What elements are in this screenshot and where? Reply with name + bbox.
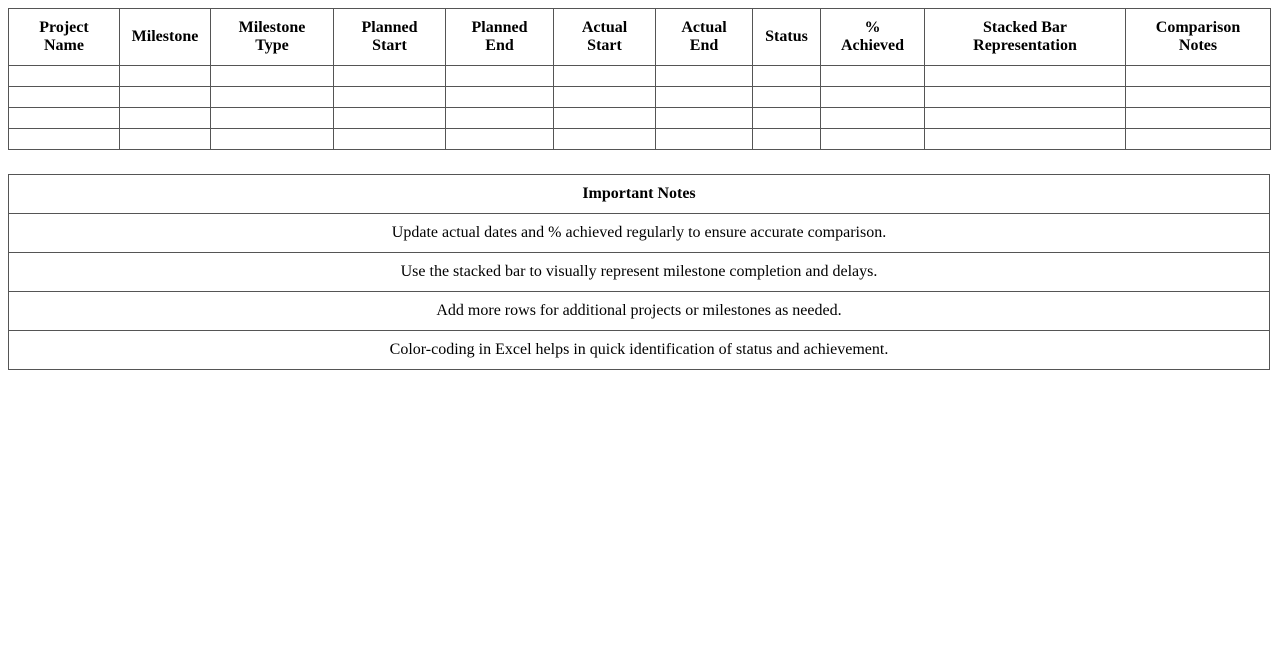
column-header-project-name	[9, 9, 120, 66]
table-cell[interactable]	[821, 66, 925, 87]
tracker-body	[9, 66, 1271, 150]
table-cell[interactable]	[821, 87, 925, 108]
table-cell[interactable]	[211, 108, 334, 129]
table-cell[interactable]	[656, 87, 753, 108]
note-row	[9, 253, 1270, 292]
header-text: Milestone	[131, 28, 199, 45]
table-cell[interactable]	[9, 108, 120, 129]
table-cell[interactable]	[821, 129, 925, 150]
note-text: Color-coding in Excel helps in quick identification of status and achievement.	[9, 331, 1270, 370]
header-text: Name	[44, 37, 84, 54]
header-text: Start	[372, 37, 407, 54]
header-text: Planned	[471, 19, 528, 36]
table-cell[interactable]	[1126, 129, 1271, 150]
table-cell[interactable]	[446, 108, 554, 129]
header-text: Milestone	[238, 19, 306, 36]
table-cell[interactable]	[334, 87, 446, 108]
table-cell[interactable]	[1126, 108, 1271, 129]
table-cell[interactable]	[446, 129, 554, 150]
table-row	[9, 66, 1271, 87]
column-header-percent-achieved	[821, 9, 925, 66]
table-cell[interactable]	[334, 129, 446, 150]
column-header-comparison-notes	[1126, 9, 1271, 66]
column-header-stacked-bar	[925, 9, 1126, 66]
note-text: Add more rows for additional projects or milestones as needed.	[9, 292, 1270, 331]
header-text: Start	[587, 37, 622, 54]
page	[8, 8, 1270, 370]
table-cell[interactable]	[446, 66, 554, 87]
header-text: Actual	[681, 19, 727, 36]
column-header-planned-start	[334, 9, 446, 66]
table-cell[interactable]	[334, 66, 446, 87]
note-text: Use the stacked bar to visually represent milestone completion and delays.	[9, 253, 1270, 292]
table-row	[9, 108, 1271, 129]
table-cell[interactable]	[120, 66, 211, 87]
table-cell[interactable]	[753, 66, 821, 87]
header-text: Notes	[1178, 37, 1218, 54]
column-header-status	[753, 9, 821, 66]
table-cell[interactable]	[211, 87, 334, 108]
table-cell[interactable]	[753, 108, 821, 129]
table-cell[interactable]	[821, 108, 925, 129]
table-cell[interactable]	[554, 66, 656, 87]
table-cell[interactable]	[925, 66, 1126, 87]
header-text: End	[485, 37, 514, 54]
header-text: Representation	[973, 37, 1077, 54]
table-cell[interactable]	[656, 129, 753, 150]
note-row	[9, 292, 1270, 331]
notes-header-row	[9, 175, 1270, 214]
table-row	[9, 129, 1271, 150]
column-header-milestone	[120, 9, 211, 66]
column-header-actual-end	[656, 9, 753, 66]
table-cell[interactable]	[9, 129, 120, 150]
table-cell[interactable]	[925, 108, 1126, 129]
table-cell[interactable]	[334, 108, 446, 129]
table-cell[interactable]	[9, 66, 120, 87]
table-cell[interactable]	[554, 129, 656, 150]
header-row	[9, 9, 1271, 66]
note-text: Update actual dates and % achieved regularly to ensure accurate comparison.	[9, 214, 1270, 253]
table-cell[interactable]	[211, 66, 334, 87]
table-cell[interactable]	[446, 87, 554, 108]
table-cell[interactable]	[1126, 66, 1271, 87]
table-cell[interactable]	[753, 129, 821, 150]
table-cell[interactable]	[9, 87, 120, 108]
table-cell[interactable]	[753, 87, 821, 108]
table-cell[interactable]	[925, 129, 1126, 150]
table-cell[interactable]	[120, 87, 211, 108]
header-text: Actual	[581, 19, 628, 36]
milestone-tracker-table	[8, 8, 1271, 150]
header-text: Stacked Bar	[983, 19, 1067, 36]
important-notes-table	[8, 174, 1270, 370]
table-cell[interactable]	[656, 108, 753, 129]
column-header-milestone-type	[211, 9, 334, 66]
note-row	[9, 331, 1270, 370]
table-cell[interactable]	[1126, 87, 1271, 108]
header-text: Planned	[361, 19, 418, 36]
header-text: %	[864, 19, 881, 36]
header-text: Comparison	[1155, 19, 1241, 36]
table-cell[interactable]	[554, 87, 656, 108]
header-text: Type	[255, 37, 289, 54]
header-text: Project	[39, 19, 89, 36]
note-row	[9, 214, 1270, 253]
table-cell[interactable]	[120, 129, 211, 150]
column-header-actual-start	[554, 9, 656, 66]
table-cell[interactable]	[554, 108, 656, 129]
header-text: Status	[765, 28, 808, 45]
table-cell[interactable]	[925, 87, 1126, 108]
table-cell[interactable]	[120, 108, 211, 129]
table-row	[9, 87, 1271, 108]
table-cell[interactable]	[211, 129, 334, 150]
column-header-planned-end	[446, 9, 554, 66]
header-text: End	[689, 37, 719, 54]
notes-title: Important Notes	[9, 175, 1270, 214]
table-cell[interactable]	[656, 66, 753, 87]
header-text: Achieved	[840, 37, 905, 54]
